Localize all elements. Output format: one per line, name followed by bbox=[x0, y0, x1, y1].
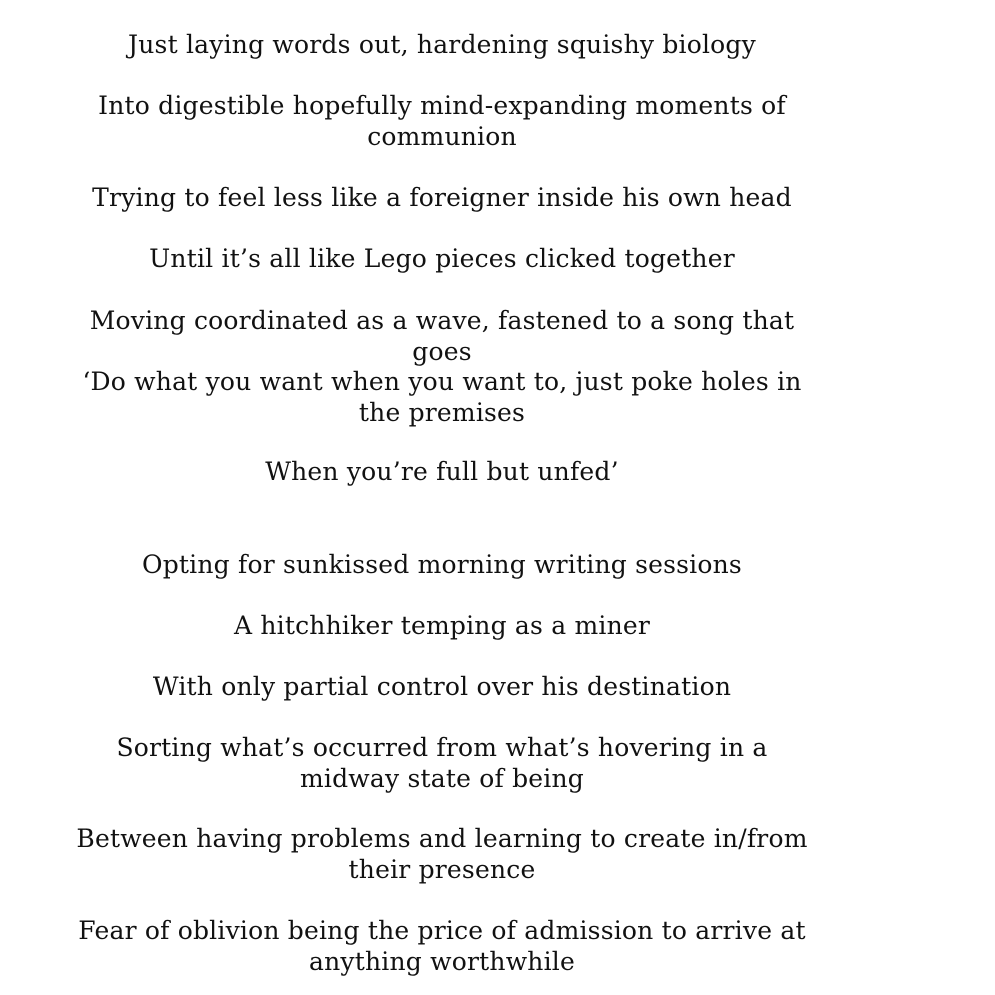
poem-line: Opting for sunkissed morning writing sessions bbox=[142, 550, 742, 579]
poem-line: Fear of oblivion being the price of admission to arrive at anything worthwhile bbox=[78, 916, 806, 976]
poem-line: Into digestible hopefully mind-expanding moments of communion bbox=[98, 91, 786, 151]
poem-line: Sorting what’s occurred from what’s hovering in a midway state of being bbox=[116, 733, 768, 793]
poem-line: Between having problems and learning to create in/from their presence bbox=[76, 824, 808, 884]
poem-line: ‘Do what you want when you want to, just poke holes in the premises bbox=[82, 367, 802, 427]
poem-line: Moving coordinated as a wave, fastened to a song that goes bbox=[89, 306, 795, 366]
poem-line: A hitchhiker temping as a miner bbox=[233, 611, 651, 640]
poem-line: When you’re full but unfed’ bbox=[265, 457, 619, 486]
poem-line: Trying to feel less like a foreigner inside his own head bbox=[92, 183, 792, 212]
poem-line: Just laying words out, hardening squishy biology bbox=[128, 30, 756, 59]
poem-line: With only partial control over his destination bbox=[152, 672, 732, 701]
poem-line: Until it’s all like Lego pieces clicked together bbox=[149, 244, 735, 273]
